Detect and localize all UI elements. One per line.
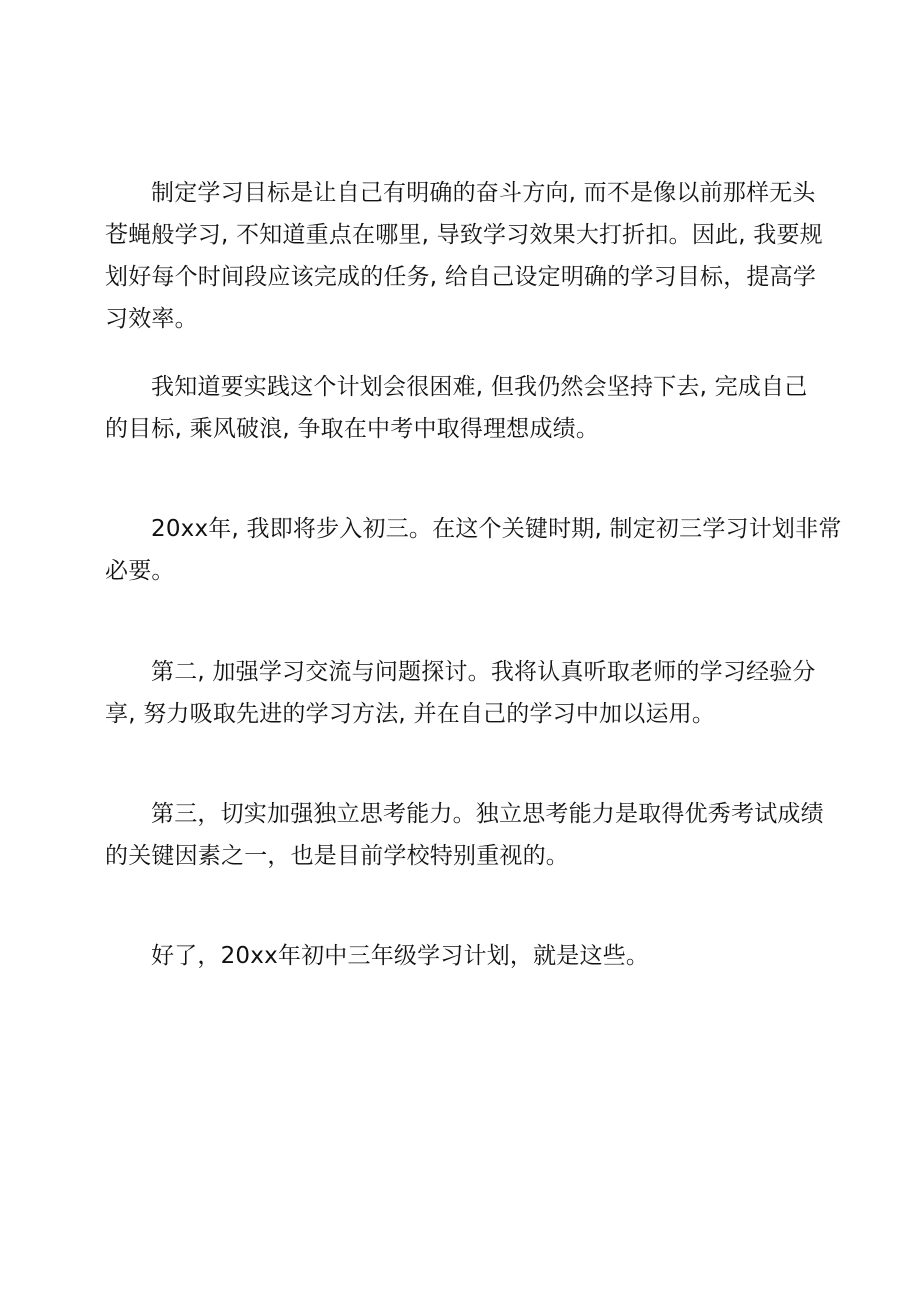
text-line: 制定学习目标是让自己有明确的奋斗方向, 而不是像以前那样无头 bbox=[151, 180, 816, 206]
paragraph-second-point bbox=[105, 651, 830, 735]
text-line: 的关键因素之一，也是目前学校特别重视的。 bbox=[105, 843, 569, 869]
text-line: 必要。 bbox=[105, 558, 175, 584]
paragraph-persistence bbox=[105, 366, 830, 450]
text-line: 习效率。 bbox=[105, 306, 198, 332]
text-line: 享, 努力吸取先进的学习方法, 并在自己的学习中加以运用。 bbox=[105, 701, 716, 727]
text-line: 第二, 加强学习交流与问题探讨。我将认真听取老师的学习经验分 bbox=[151, 659, 816, 685]
text-line: 第三，切实加强独立思考能力。独立思考能力是取得优秀考试成绩 bbox=[151, 801, 824, 827]
paragraph-study-goals bbox=[105, 172, 830, 340]
paragraph-grade-nine bbox=[105, 508, 842, 592]
text-line: 20xx年, 我即将步入初三。在这个关键时期, 制定初三学习计划非常 bbox=[151, 516, 842, 542]
text-line: 我知道要实践这个计划会很困难, 但我仍然会坚持下去, 完成自己 bbox=[151, 374, 808, 400]
paragraph-third-point bbox=[105, 793, 830, 877]
paragraph-conclusion bbox=[105, 935, 830, 977]
text-line: 划好每个时间段应该完成的任务, 给自己设定明确的学习目标，提高学 bbox=[105, 264, 817, 290]
text-line: 好了，20xx年初中三年级学习计划，就是这些。 bbox=[151, 943, 650, 969]
text-line: 的目标, 乘风破浪, 争取在中考中取得理想成绩。 bbox=[105, 416, 600, 442]
text-line: 苍蝇般学习, 不知道重点在哪里, 导致学习效果大打折扣。因此, 我要规 bbox=[105, 222, 823, 248]
